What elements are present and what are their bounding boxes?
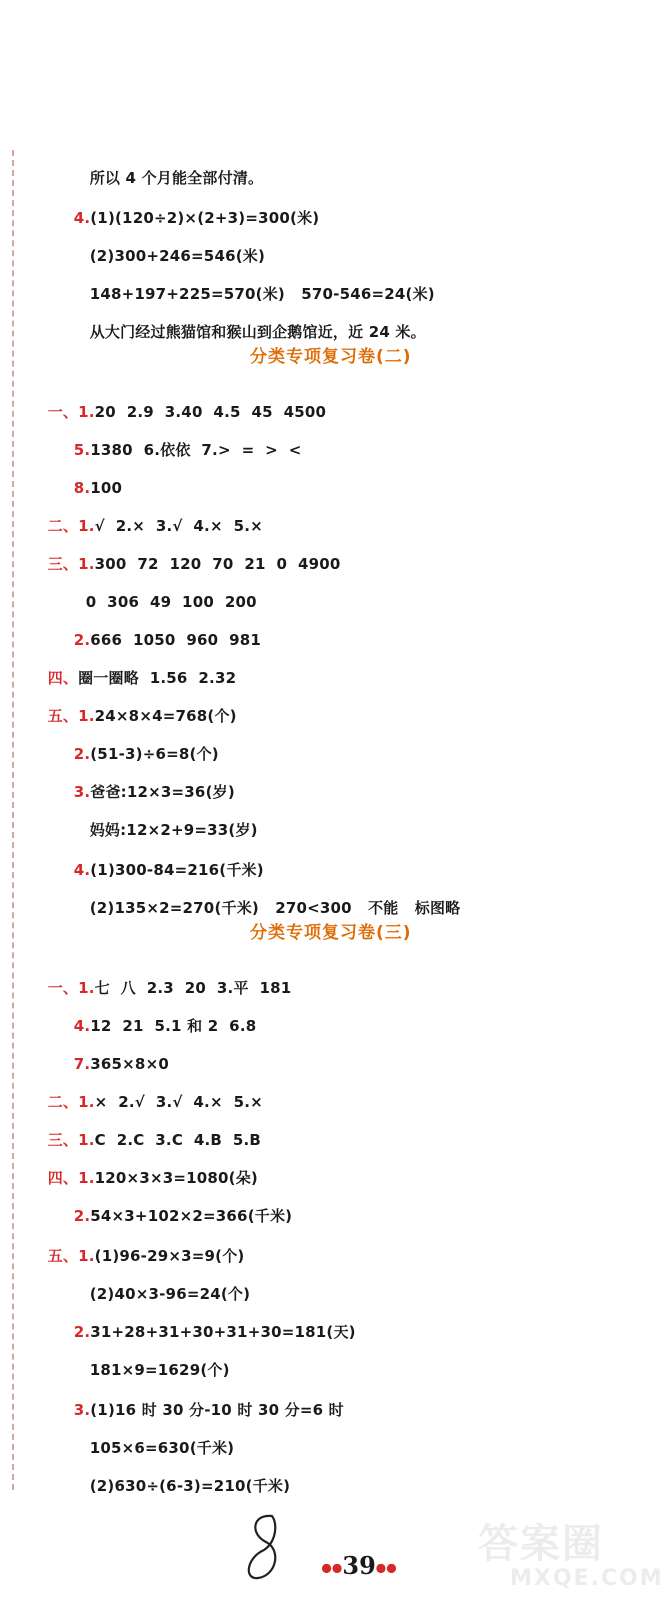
question-number: 7. [73,1055,91,1073]
question-number: 五、1. [47,707,95,725]
question-number: 3. [73,783,91,801]
answer-line: 3.(1)16 时 30 分-10 时 30 分=6 时 [73,1401,344,1419]
answer-line: 4.(1)(120÷2)×(2+3)=300(米) [73,209,320,227]
watermark [470,1512,666,1600]
question-number: 8. [73,479,91,497]
answer-line: 五、1.(1)96-29×3=9(个) [47,1247,245,1265]
answer-line: 一、1.20 2.9 3.40 4.5 45 4500 [47,403,327,421]
dot-icon: ●● [375,1560,397,1575]
dot-icon: ●● [321,1560,343,1575]
section-title-3: 分类专项复习卷(三) [250,923,412,943]
page-number: ●●39●● [321,1551,397,1580]
answer-line: 105×6=630(千米) [89,1439,235,1457]
answer-line: 五、1.24×8×4=768(个) [47,707,237,725]
answer-line: 181×9=1629(个) [89,1361,230,1379]
question-number: 4. [73,861,91,879]
answer-line: 妈妈:12×2+9=33(岁) [89,821,258,839]
question-number: 一、1. [47,979,95,997]
answer-line: 三、1.C 2.C 3.C 4.B 5.B [47,1131,262,1149]
answer-line: 2.(51-3)÷6=8(个) [73,745,219,763]
handwritten-mark [242,1510,288,1590]
answer-line: 三、1.300 72 120 70 21 0 4900 [47,555,341,573]
answer-line: 所以 4 个月能全部付清。 [89,169,264,187]
answer-line: 7.365×8×0 [73,1055,169,1073]
left-dashed-border [12,150,14,1490]
question-number: 三、1. [47,1131,95,1149]
question-number: 五、1. [47,1247,95,1265]
answer-line: 一、1.七 八 2.3 20 3.平 181 [47,979,292,997]
question-number: 三、1. [47,555,95,573]
question-number: 2. [73,745,91,763]
answer-line: 4.12 21 5.1 和 2 6.8 [73,1017,257,1035]
answer-line: 0 306 49 100 200 [85,593,257,611]
question-number: 二、1. [47,517,95,535]
question-number: 二、1. [47,1093,95,1111]
answer-line: 四、1.120×3×3=1080(朵) [47,1169,258,1187]
answer-line: 2.31+28+31+30+31+30=181(天) [73,1323,356,1341]
answer-line: 4.(1)300-84=216(千米) [73,861,264,879]
question-number: 2. [73,1323,91,1341]
question-number: 5. [73,441,91,459]
watermark-url: MXQE.COM [510,1566,664,1591]
watermark-text: 答案圈 [478,1521,604,1567]
answer-line: 148+197+225=570(米) 570-546=24(米) [89,285,435,303]
section-title-2: 分类专项复习卷(二) [250,347,412,367]
question-number: 4. [73,209,91,227]
answer-line: (2)630÷(6-3)=210(千米) [89,1477,291,1495]
answer-line: (2)300+246=546(米) [89,247,266,265]
answer-line: 8.100 [73,479,123,497]
question-number: 3. [73,1401,91,1419]
question-number: 四、1. [47,1169,95,1187]
question-number: 4. [73,1017,91,1035]
answer-line: 从大门经过熊猫馆和猴山到企鹅馆近，近 24 米。 [89,323,426,341]
question-number: 四、 [47,669,79,687]
question-number: 2. [73,1207,91,1225]
question-number: 2. [73,631,91,649]
answer-line: 二、1.√ 2.× 3.√ 4.× 5.× [47,517,263,535]
answer-line: 二、1.× 2.√ 3.√ 4.× 5.× [47,1093,263,1111]
answer-line: 2.666 1050 960 981 [73,631,262,649]
answer-line: (2)40×3-96=24(个) [89,1285,251,1303]
answer-line: (2)135×2=270(千米) 270<300 不能 标图略 [89,899,461,917]
answer-line: 四、圈一圈略 1.56 2.32 [47,669,237,687]
answer-line: 2.54×3+102×2=366(千米) [73,1207,293,1225]
question-number: 一、1. [47,403,95,421]
answer-line: 5.1380 6.依依 7.> = > < [73,441,302,459]
answer-line: 3.爸爸:12×3=36(岁) [73,783,235,801]
